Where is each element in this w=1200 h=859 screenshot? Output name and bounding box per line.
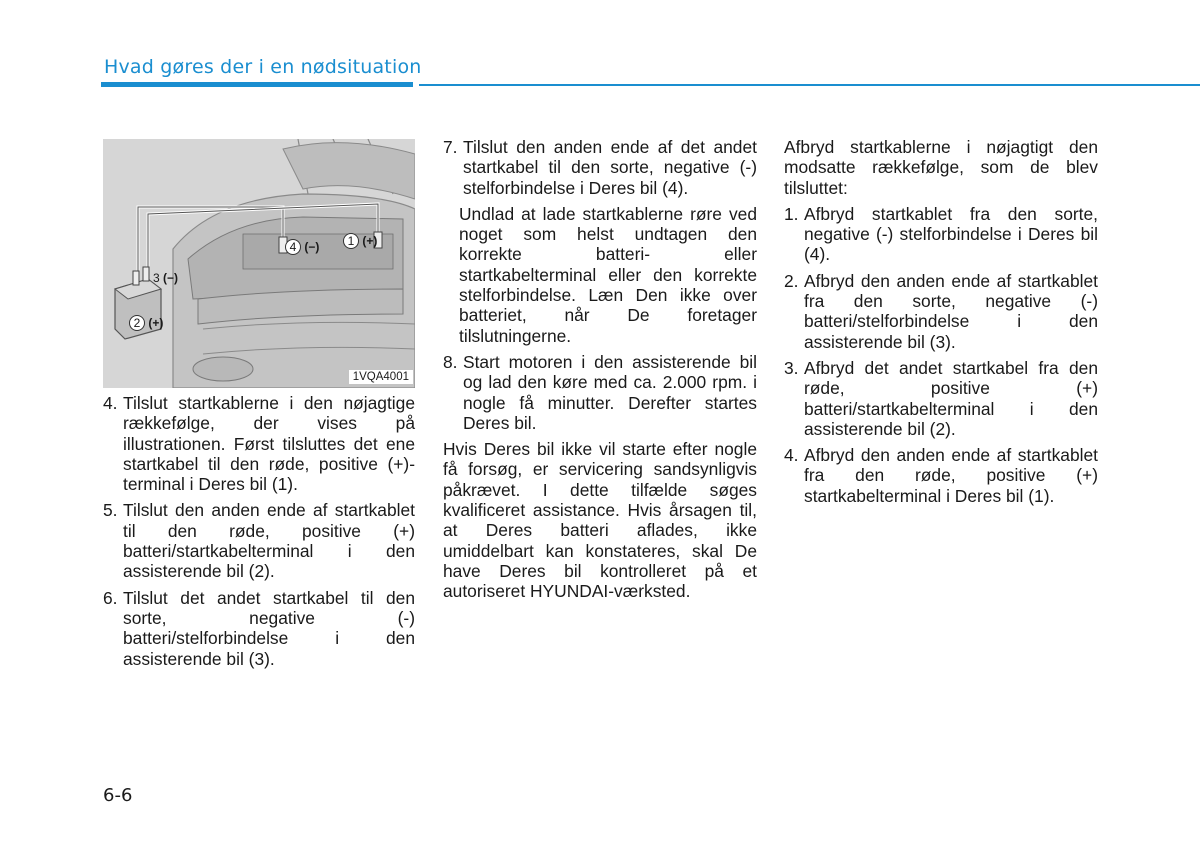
callout-1-label: 1 xyxy=(343,233,359,249)
list-item xyxy=(443,137,757,198)
step-number: 5. xyxy=(103,500,118,521)
step-text: Afbryd det andet startkabel fra den røde, positive (+) batteri/startkabelterminal i den assisterende bil (2). xyxy=(804,357,1098,439)
list-item xyxy=(103,588,415,669)
step-text: Afbryd den anden ende af startkablet fra den røde, positive (+) startkabelterminal i Deres bil (1). xyxy=(804,445,1098,506)
section-title: Hvad gøres der i en nødsituation xyxy=(104,56,422,78)
column-1 xyxy=(103,393,415,675)
list-item xyxy=(784,271,1098,352)
step-text: Tilslut startkablerne i den nøjagtige rækkefølge, der vises på illustrationen. Først tilsluttes det ene startkabel til den røde, positive (+)-terminal i Deres bil (1). xyxy=(123,393,415,495)
list-item xyxy=(784,445,1098,506)
jump-start-illustration xyxy=(103,139,415,388)
list-item xyxy=(443,352,757,433)
callout-3-sign: (−) xyxy=(163,271,179,285)
callout-4-sign: (−) xyxy=(304,240,320,254)
list-item xyxy=(103,393,415,494)
header-rule-accent xyxy=(101,82,413,87)
callout-4-label: 4 xyxy=(285,239,301,255)
step-text: Tilslut det andet startkabel til den sorte, negative (-) batteri/stelforbindelse i den assisterende bil (3). xyxy=(123,587,415,669)
list-item xyxy=(784,358,1098,439)
intro-paragraph: Afbryd startkablerne i nøjagtigt den modsatte rækkefølge, som de blev tilsluttet: xyxy=(784,137,1098,198)
step-number: 1. xyxy=(784,203,799,224)
step-number: 6. xyxy=(103,587,118,608)
callout-3-label: 3 xyxy=(153,271,160,285)
callout-1-sign: (+) xyxy=(362,234,378,248)
step-number: 7. xyxy=(443,137,458,157)
body-paragraph: Hvis Deres bil ikke vil starte efter nogle få forsøg, er servicering sandsynligvis påkrævet. I dette tilfælde søges kvalificeret assistance. Hvis årsagen til, at Deres batteri aflades, ikke umiddelbart kan konstateres, skal De have Deres bil kontrolleret på et autoriseret HYUNDAI-værksted. xyxy=(443,439,757,602)
callout-2-sign: (+) xyxy=(148,316,164,330)
step-text: Afbryd den anden ende af startkablet fra den sorte, negative (-) batteri/stelforbindelse i den assisterende bil (3). xyxy=(804,270,1098,352)
step-text: Afbryd startkablet fra den sorte, negative (-) stelforbindelse i Deres bil (4). xyxy=(804,203,1098,265)
figure-code: 1VQA4001 xyxy=(349,370,413,384)
column-2 xyxy=(443,137,757,608)
header-rule xyxy=(419,84,1200,86)
step-text: Start motoren i den assisterende bil og lad den køre med ca. 2.000 rpm. i nogle få minutter. Derefter startes Deres bil. xyxy=(463,351,757,433)
step-number: 8. xyxy=(443,351,458,372)
caution-note: Undlad at lade startkablerne røre ved noget som helst undtagen den korrekte batteri- eller startkabelterminal eller den korrekte stelforbindelse. Læn Den ikke over batteriet, når De foretager tilslutningerne. xyxy=(459,203,757,346)
page-number: 6-6 xyxy=(103,785,133,806)
list-item xyxy=(784,204,1098,265)
step-number: 4. xyxy=(103,393,118,413)
list-item xyxy=(103,500,415,581)
step-text: Tilslut den anden ende af det andet startkabel til den sorte, negative (-) stelforbindelse i Deres bil (4). xyxy=(463,137,757,198)
column-3 xyxy=(784,137,1098,512)
step-number: 4. xyxy=(784,445,799,466)
step-number: 3. xyxy=(784,357,799,378)
step-number: 2. xyxy=(784,270,799,291)
step-text: Tilslut den anden ende af startkablet til den røde, positive (+) batteri/startkabelterminal i den assisterende bil (2). xyxy=(123,500,415,582)
callout-2-label: 2 xyxy=(129,315,145,331)
